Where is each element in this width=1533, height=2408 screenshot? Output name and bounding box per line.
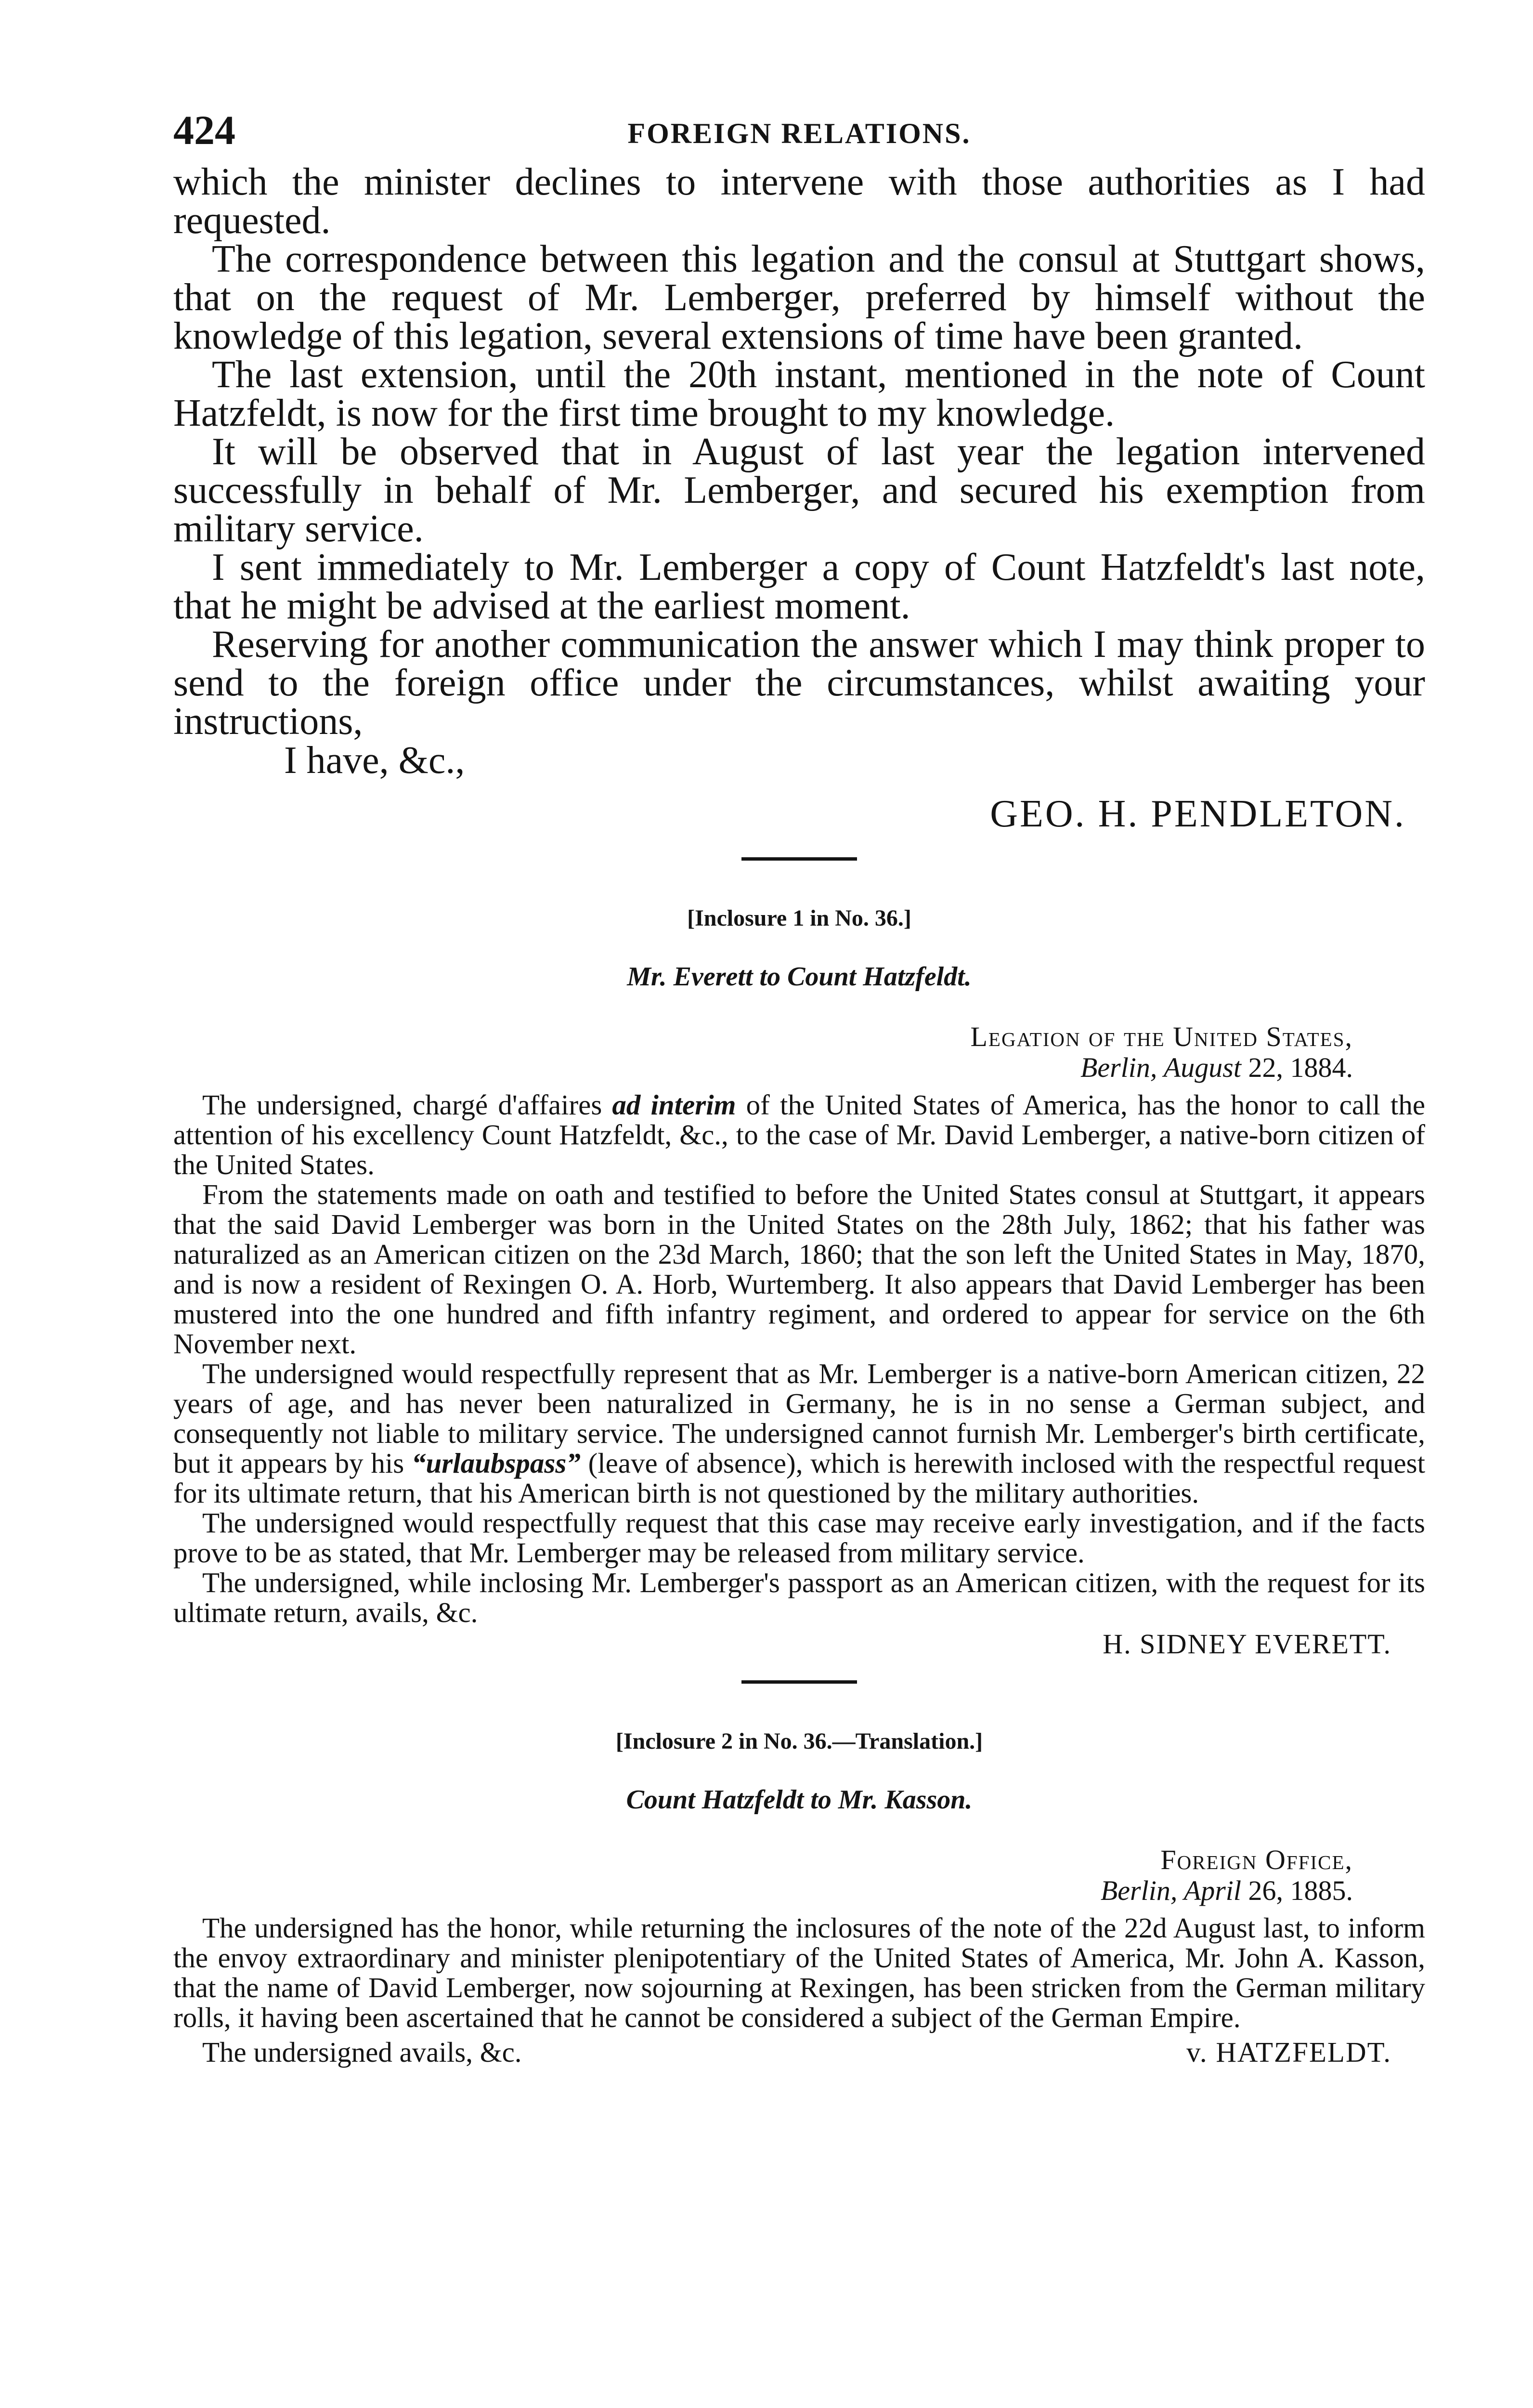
signature-hatzfeldt: v. HATZFELDT.: [1186, 2036, 1391, 2068]
closing-line: I have, &c.,: [284, 739, 465, 782]
paragraph: The correspondence between this legation and the consul at Stuttgart shows, that on the request of Mr. Lemberger, preferred by himself without the knowledge of this legation, several extensions of time have been granted.: [173, 238, 1425, 357]
address-place: Berlin, April: [1100, 1875, 1241, 1906]
page-number: 424: [173, 107, 235, 153]
address-date-line: [173, 1875, 1353, 1906]
text-run: The undersigned would respectfully represent that as Mr. Lemberger is a native-born American citizen, 22 years of age, and has never been naturalized in Germany, he is in no sense a German subject, and consequently not liable to military service. The undersigned cannot furnish Mr. Lemberger's birth certificate, but it appears by his: [173, 1358, 1425, 1479]
inclosure-2-address: [173, 1845, 1425, 1906]
page-header: [173, 106, 1425, 159]
address-line: Foreign Office,: [1160, 1844, 1353, 1875]
italic-term: ad interim: [612, 1089, 736, 1121]
document-page: [173, 106, 1425, 2074]
address-date: 26, 1885.: [1248, 1875, 1353, 1906]
main-letter-body: [173, 163, 1425, 741]
inclosure-1-address: [173, 1021, 1425, 1083]
address-line: Legation of the United States,: [970, 1021, 1353, 1052]
paragraph: I sent immediately to Mr. Lemberger a copy of Count Hatzfeldt's last note, that he might be advised at the earliest moment.: [173, 546, 1425, 627]
inclosure-1-heading: [Inclosure 1 in No. 36.]: [687, 905, 911, 931]
paragraph: The undersigned would respectfully request that this case may receive early investigation, and if the facts prove to be as stated, that Mr. Lemberger may be released from military service.: [173, 1507, 1425, 1569]
italic-term: “urlaubspass”: [411, 1447, 581, 1479]
inclosure-1-body: [173, 1090, 1425, 1627]
paragraph: From the statements made on oath and testified to before the United States consul at Stuttgart, it appears that the said David Lemberger was born in the United States on the 28th July, 1862; that his father was naturalized as an American citizen on the 23d March, 1860; that the son left the United States in May, 1870, and is now a resident of Rexingen O. A. Horb, Wurtemberg. It also appears that David Lemberger has been mustered into the one hundred and fifth infantry regiment, and ordered to appear for service on the 6th November next.: [173, 1178, 1425, 1360]
paragraph: The last extension, until the 20th instant, mentioned in the note of Count Hatzfeldt, is now for the first time brought to my knowledge.: [173, 353, 1425, 434]
signature-pendleton: GEO. H. PENDLETON.: [990, 793, 1406, 835]
inclosure-2-body: [173, 1913, 1425, 2032]
address-date-line: [173, 1052, 1353, 1083]
text-run: (leave of absence), which is herewith inclosed with the respectful request for its ultimate return, that his American birth is not questioned by the military authorities.: [173, 1447, 1425, 1509]
inclosure-2-title: Count Hatzfeldt to Mr. Kasson.: [626, 1785, 973, 1815]
paragraph: The undersigned has the honor, while returning the inclosures of the note of the 22d August last, to inform the envoy extraordinary and minister plenipotentiary of the United States of America, Mr. John A. Kasson, that the name of David Lemberger, now sojourning at Rexingen, has been stricken from the German military rolls, it having been ascertained that he cannot be considered a subject of the German Empire.: [173, 1912, 1425, 2033]
signature-everett: H. SIDNEY EVERETT.: [1103, 1628, 1391, 1660]
inclosure-1-title: Mr. Everett to Count Hatzfeldt.: [627, 962, 972, 992]
final-line: [173, 2035, 1425, 2074]
section-divider: [741, 1680, 857, 1684]
paragraph: Reserving for another communication the answer which I may think proper to send to the foreign office under the circumstances, whilst awaiting your instructions,: [173, 623, 1425, 743]
address-place: Berlin, August: [1080, 1052, 1241, 1083]
address-date: 22, 1884.: [1248, 1052, 1353, 1083]
paragraph: [173, 1090, 1425, 1179]
running-head: FOREIGN RELATIONS.: [627, 118, 971, 149]
text-run: of the United States of America, has the honor to call the attention of his excellency Count Hatzfeldt, &c., to the case of Mr. David Lemberger, a native-born citizen of the United States.: [173, 1089, 1426, 1180]
paragraph: It will be observed that in August of last year the legation intervened successfully in behalf of Mr. Lemberger, and secured his exemption from military service.: [173, 431, 1425, 550]
paragraph: [173, 1359, 1425, 1508]
section-divider: [741, 857, 857, 861]
inclosure-2-heading: [Inclosure 2 in No. 36.—Translation.]: [615, 1728, 983, 1754]
paragraph: The undersigned, while inclosing Mr. Lemberger's passport as an American citizen, with the request for its ultimate return, avails, &c.: [173, 1567, 1425, 1628]
paragraph: which the minister declines to intervene with those authorities as I had requested.: [173, 161, 1425, 242]
text-run: The undersigned, chargé d'affaires: [202, 1089, 612, 1121]
closing-line: The undersigned avails, &c.: [202, 2036, 522, 2068]
